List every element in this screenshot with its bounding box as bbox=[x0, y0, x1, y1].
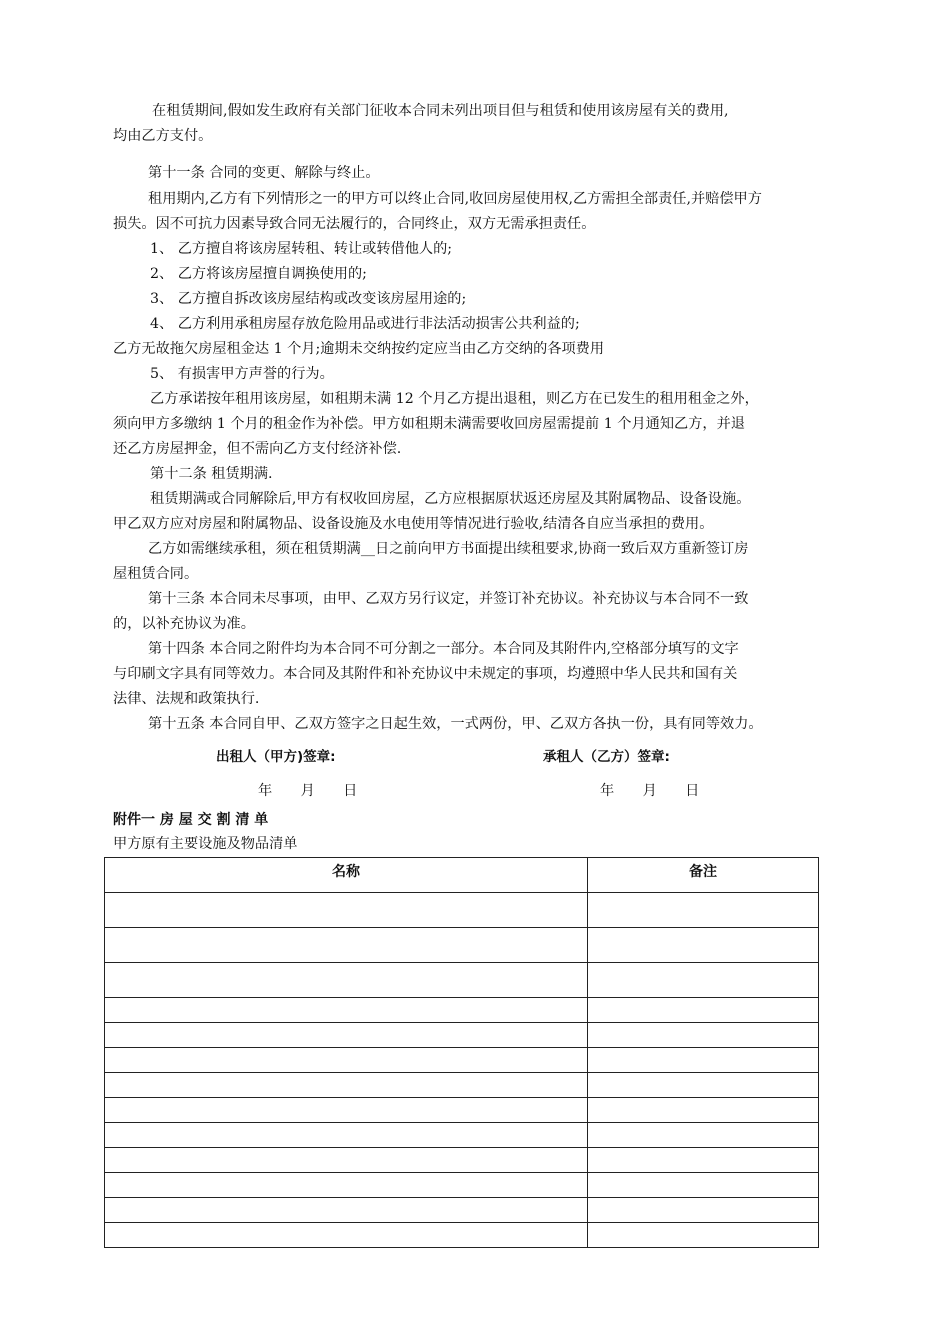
paragraph-fees-line2: 均由乙方支付。 bbox=[113, 128, 213, 144]
promise-line2: 须向甲方多缴纳 1 个月的租金作为补偿。甲方如租期未满需要收回房屋需提前 1 个月通知乙方，并退 bbox=[113, 416, 745, 432]
table-cell-name[interactable] bbox=[105, 1198, 588, 1223]
article-11-line2: 损失。因不可抗力因素导致合同无法履行的，合同终止，双方无需承担责任。 bbox=[113, 216, 596, 232]
lessor-signature-label: 出租人（甲方)签章: bbox=[216, 749, 336, 765]
table-row bbox=[105, 963, 819, 998]
table-row bbox=[105, 928, 819, 963]
table-row bbox=[105, 998, 819, 1023]
renewal-line1: 乙方如需继续承租，须在租赁期满__日之前向甲方书面提出续租要求,协商一致后双方重新签订房 bbox=[148, 541, 749, 557]
lessee-signature-label: 承租人（乙方）签章: bbox=[543, 749, 670, 765]
inventory-table bbox=[104, 857, 819, 1248]
clause-item-2: 2、 乙方将该房屋擅自调换使用的; bbox=[150, 266, 367, 282]
clause-item-3: 3、 乙方擅自拆改该房屋结构或改变该房屋用途的; bbox=[150, 291, 467, 307]
article-14-line2: 与印刷文字具有同等效力。本合同及其附件和补充协议中未规定的事项，均遵照中华人民共和国有关 bbox=[113, 666, 738, 682]
table-row bbox=[105, 1198, 819, 1223]
table-row bbox=[105, 1023, 819, 1048]
table-cell-remarks[interactable] bbox=[588, 1048, 819, 1073]
table-row bbox=[105, 1148, 819, 1173]
table-row bbox=[105, 1073, 819, 1098]
table-cell-remarks[interactable] bbox=[588, 1098, 819, 1123]
table-cell-name[interactable] bbox=[105, 1123, 588, 1148]
article-14-line1: 第十四条 本合同之附件均为本合同不可分割之一部分。本合同及其附件内,空格部分填写的文字 bbox=[148, 641, 739, 657]
promise-line3: 还乙方房屋押金，但不需向乙方支付经济补偿. bbox=[113, 441, 402, 457]
table-cell-remarks[interactable] bbox=[588, 1198, 819, 1223]
table-cell-remarks[interactable] bbox=[588, 1148, 819, 1173]
table-cell-remarks[interactable] bbox=[588, 963, 819, 998]
article-14-line3: 法律、法规和政策执行. bbox=[113, 691, 260, 707]
table-cell-name[interactable] bbox=[105, 928, 588, 963]
table-row bbox=[105, 1173, 819, 1198]
clause-item-1: 1、 乙方擅自将该房屋转租、转让或转借他人的; bbox=[150, 241, 453, 257]
table-cell-remarks[interactable] bbox=[588, 998, 819, 1023]
table-cell-name[interactable] bbox=[105, 963, 588, 998]
table-cell-name[interactable] bbox=[105, 1148, 588, 1173]
column-header-remarks: 备注 bbox=[588, 858, 819, 893]
table-row bbox=[105, 1098, 819, 1123]
article-12-title: 第十二条 租赁期满. bbox=[150, 466, 273, 482]
paragraph-fees-line1: 在租赁期间,假如发生政府有关部门征收本合同未列出项目但与租赁和使用该房屋有关的费用, bbox=[152, 103, 729, 119]
table-row bbox=[105, 893, 819, 928]
clause-item-4: 4、 乙方利用承租房屋存放危险用品或进行非法活动损害公共利益的; bbox=[150, 316, 580, 332]
clause-item-5: 5、 有损害甲方声誉的行为。 bbox=[150, 366, 334, 382]
table-row bbox=[105, 1048, 819, 1073]
table-cell-remarks[interactable] bbox=[588, 1123, 819, 1148]
article-12-line2: 甲乙双方应对房屋和附属物品、设备设施及水电使用等情况进行验收,结清各自应当承担的费用。 bbox=[113, 516, 714, 532]
table-cell-name[interactable] bbox=[105, 1023, 588, 1048]
attachment-title: 附件一 房 屋 交 割 清 单 bbox=[113, 812, 269, 828]
table-cell-remarks[interactable] bbox=[588, 1173, 819, 1198]
column-header-name: 名称 bbox=[105, 858, 588, 893]
table-cell-name[interactable] bbox=[105, 1173, 588, 1198]
lessor-date: 年 月 日 bbox=[258, 783, 358, 799]
table-cell-remarks[interactable] bbox=[588, 1023, 819, 1048]
promise-line1: 乙方承诺按年租用该房屋，如租期未满 12 个月乙方提出退租，则乙方在已发生的租用租金之外， bbox=[150, 391, 759, 407]
table-header-row bbox=[105, 858, 819, 893]
table-cell-remarks[interactable] bbox=[588, 1223, 819, 1248]
clause-arrears: 乙方无故拖欠房屋租金达 1 个月;逾期未交纳按约定应当由乙方交纳的各项费用 bbox=[113, 341, 605, 357]
attachment-subtitle: 甲方原有主要设施及物品清单 bbox=[113, 836, 298, 852]
renewal-line2: 屋租赁合同。 bbox=[113, 566, 199, 582]
table-cell-name[interactable] bbox=[105, 998, 588, 1023]
article-11-title: 第十一条 合同的变更、解除与终止。 bbox=[148, 165, 380, 181]
article-11-line1: 租用期内,乙方有下列情形之一的甲方可以终止合同,收回房屋使用权,乙方需担全部责任,并赔偿甲方 bbox=[148, 191, 762, 207]
article-13-line2: 的，以补充协议为准。 bbox=[113, 616, 255, 632]
article-13-line1: 第十三条 本合同未尽事项，由甲、乙双方另行议定，并签订补充协议。补充协议与本合同不一致 bbox=[148, 591, 749, 607]
table-cell-remarks[interactable] bbox=[588, 893, 819, 928]
lessee-date: 年 月 日 bbox=[600, 783, 700, 799]
table-row bbox=[105, 1123, 819, 1148]
table-cell-name[interactable] bbox=[105, 1098, 588, 1123]
table-cell-remarks[interactable] bbox=[588, 928, 819, 963]
article-15: 第十五条 本合同自甲、乙双方签字之日起生效，一式两份，甲、乙双方各执一份，具有同等效力。 bbox=[148, 716, 763, 732]
table-cell-name[interactable] bbox=[105, 893, 588, 928]
article-12-line1: 租赁期满或合同解除后,甲方有权收回房屋，乙方应根据原状返还房屋及其附属物品、设备设施。 bbox=[150, 491, 751, 507]
table-cell-remarks[interactable] bbox=[588, 1073, 819, 1098]
table-cell-name[interactable] bbox=[105, 1048, 588, 1073]
table-cell-name[interactable] bbox=[105, 1073, 588, 1098]
table-row bbox=[105, 1223, 819, 1248]
table-cell-name[interactable] bbox=[105, 1223, 588, 1248]
